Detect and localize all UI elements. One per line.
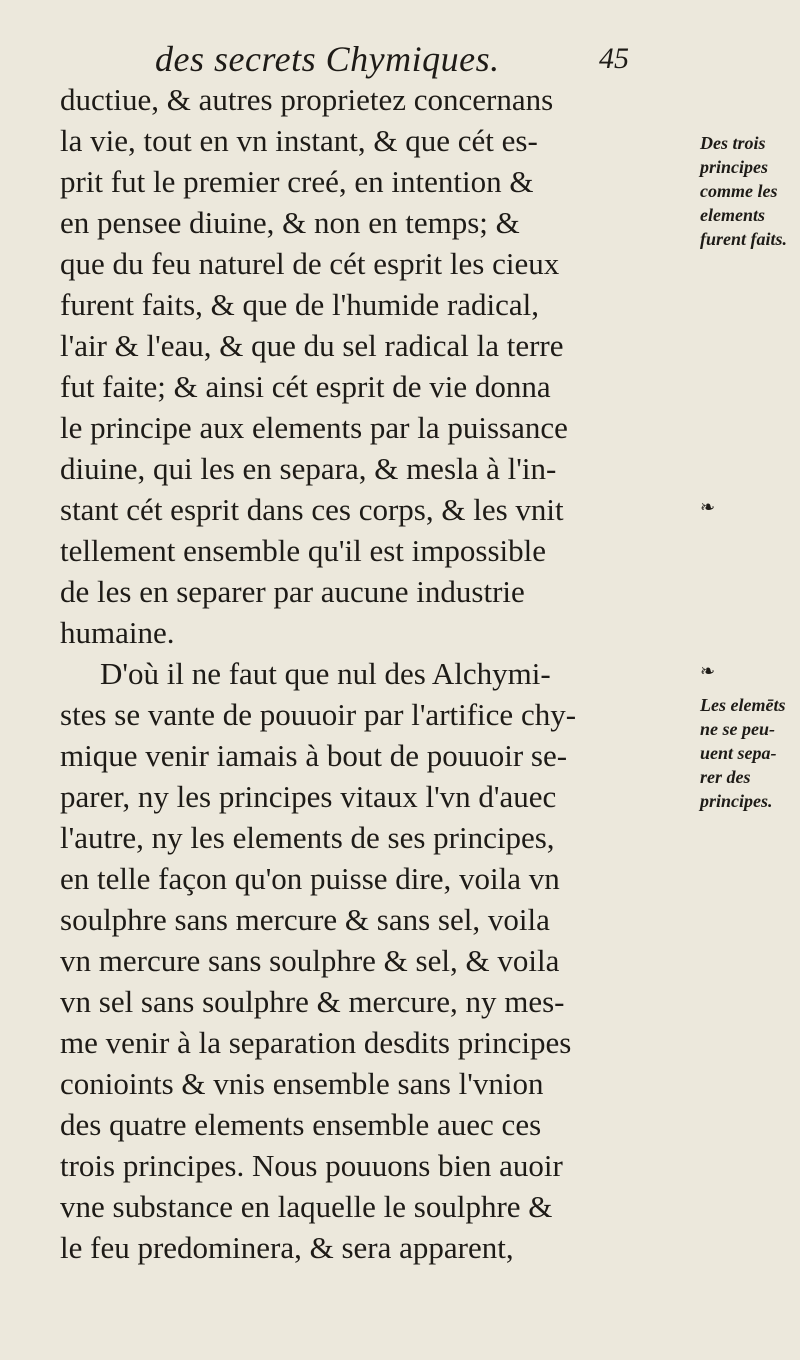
fleuron-icon: ❧	[700, 661, 716, 682]
text-line: conioints & vnis ensemble sans l'vnion	[60, 1066, 544, 1101]
margin-note-line: rer des	[700, 767, 751, 787]
text-line: vn sel sans soulphre & mercure, ny mes-	[60, 984, 565, 1019]
margin-note-line: Des trois	[700, 133, 766, 153]
text-line: le feu predominera, & sera apparent,	[60, 1230, 514, 1265]
text-line: humaine.	[60, 615, 175, 650]
running-title: des secrets Chymiques.	[155, 39, 500, 79]
text-line: parer, ny les principes vitaux l'vn d'auec	[60, 779, 557, 814]
text-line: trois principes. Nous pouuons bien auoir	[60, 1148, 563, 1183]
text-line: vne substance en laquelle le soulphre &	[60, 1189, 553, 1224]
margin-note-line: Les elemēts	[700, 695, 786, 715]
text-line: stes se vante de pouuoir par l'artifice chy-	[60, 697, 577, 732]
text-line: des quatre elements ensemble auec ces	[60, 1107, 542, 1142]
text-line: tellement ensemble qu'il est impossible	[60, 533, 546, 568]
text-line: l'autre, ny les elements de ses principes,	[60, 820, 555, 855]
text-line: l'air & l'eau, & que du sel radical la terre	[60, 328, 564, 363]
text-line: que du feu naturel de cét esprit les cieux	[60, 246, 560, 281]
text-line: mique venir iamais à bout de pouuoir se-	[60, 738, 568, 773]
text-line: fut faite; & ainsi cét esprit de vie donna	[60, 369, 551, 404]
margin-note-line: uent sepa-	[700, 743, 777, 763]
margin-note-line: elements	[700, 205, 765, 225]
text-line: la vie, tout en vn instant, & que cét es-	[60, 123, 538, 158]
text-line: stant cét esprit dans ces corps, & les vnit	[60, 492, 564, 527]
margin-note-line: ne se peu-	[700, 719, 775, 739]
margin-note-line: principes.	[700, 791, 773, 811]
text-line: D'où il ne faut que nul des Alchymi-	[100, 656, 551, 691]
margin-note-line: principes	[700, 157, 769, 177]
page-number: 45	[599, 42, 629, 75]
text-line: soulphre sans mercure & sans sel, voila	[60, 902, 550, 937]
text-line: me venir à la separation desdits principes	[60, 1025, 572, 1060]
text-line: en pensee diuine, & non en temps; &	[60, 205, 520, 240]
fleuron-icon: ❧	[700, 497, 716, 518]
margin-note-line: comme les	[700, 181, 778, 201]
text-line: de les en separer par aucune industrie	[60, 574, 525, 609]
text-line: ductiue, & autres proprietez concernans	[60, 82, 554, 117]
margin-note-line: furent faits.	[700, 229, 788, 249]
text-line: furent faits, & que de l'humide radical,	[60, 287, 540, 322]
text-line: le principe aux elements par la puissance	[60, 410, 568, 445]
text-line: diuine, qui les en separa, & mesla à l'in-	[60, 451, 557, 486]
text-line: en telle façon qu'on puisse dire, voila vn	[60, 861, 560, 896]
text-line: prit fut le premier creé, en intention &	[60, 164, 534, 199]
text-line: vn mercure sans soulphre & sel, & voila	[60, 943, 560, 978]
